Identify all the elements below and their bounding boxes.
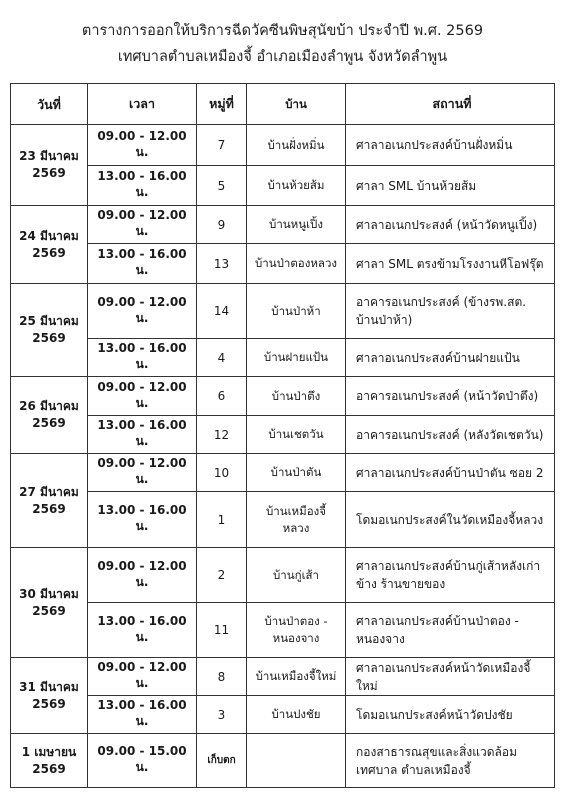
place-cell: ศาลาอเนกประสงค์บ้านฝายแป้น — [346, 339, 555, 377]
ban-cell: บ้านห้วยส้ม — [247, 166, 346, 206]
time-cell: 13.00 - 16.00 น. — [88, 603, 197, 658]
moo-cell: 10 — [197, 454, 247, 492]
time-cell: 09.00 - 12.00 น. — [88, 658, 197, 696]
ban-cell: บ้านเหมืองจี้ใหม่ — [247, 658, 346, 696]
header-moo: หมู่ที่ — [197, 84, 247, 125]
table-row — [11, 734, 555, 788]
table-row — [11, 284, 555, 339]
time-cell: 13.00 - 16.00 น. — [88, 244, 197, 284]
date-cell: 26 มีนาคม 2569 — [11, 377, 88, 454]
place-cell: โดมอเนกประสงค์ในวัดเหมืองจี้หลวง — [346, 492, 555, 548]
ban-cell: บ้านเชตวัน — [247, 416, 346, 454]
moo-cell: 12 — [197, 416, 247, 454]
moo-cell: 13 — [197, 244, 247, 284]
place-cell: ศาลาอเนกประสงค์บ้านกู่เส้าหลังเก่าข้าง ร้านขายของ — [346, 548, 555, 603]
header-ban: บ้าน — [247, 84, 346, 125]
moo-cell: 2 — [197, 548, 247, 603]
place-cell: ศาลา SML ตรงข้ามโรงงานหีโอฟรุ๊ต — [346, 244, 555, 284]
place-cell: ศาลา SML บ้านห้วยส้ม — [346, 166, 555, 206]
ban-cell: บ้านเหมืองจี้ หลวง — [247, 492, 346, 548]
moo-cell: 11 — [197, 603, 247, 658]
place-cell: กองสาธารณสุขและสิ่งแวดล้อม เทศบาล ตำบลเหมืองจี้ — [346, 734, 555, 788]
ban-cell: บ้านกู่เส้า — [247, 548, 346, 603]
time-cell: 09.00 - 12.00 น. — [88, 284, 197, 339]
moo-cell: 14 — [197, 284, 247, 339]
time-cell: 13.00 - 16.00 น. — [88, 492, 197, 548]
ban-cell: บ้านป่าตึง — [247, 377, 346, 416]
table-row — [11, 125, 555, 166]
moo-cell: 4 — [197, 339, 247, 377]
table-row — [11, 696, 555, 734]
table-row — [11, 244, 555, 284]
place-cell: อาคารอเนกประสงค์ (หลังวัดเชตวัน) — [346, 416, 555, 454]
date-cell: 24 มีนาคม 2569 — [11, 206, 88, 284]
ban-cell: บ้านป่าห้า — [247, 284, 346, 339]
header-time: เวลา — [88, 84, 197, 125]
moo-cell: 8 — [197, 658, 247, 696]
date-cell: 23 มีนาคม 2569 — [11, 125, 88, 206]
date-cell: 30 มีนาคม 2569 — [11, 548, 88, 658]
ban-cell: บ้านฝั่งหมิ่น — [247, 125, 346, 166]
table-header-row — [11, 84, 555, 125]
time-cell: 09.00 - 15.00 น. — [88, 734, 197, 788]
table-row — [11, 658, 555, 696]
time-cell: 09.00 - 12.00 น. — [88, 454, 197, 492]
header-date: วันที่ — [11, 84, 88, 125]
document-title — [0, 0, 565, 70]
title-line-2: เทศบาลตำบลเหมืองจี้ อำเภอเมืองลำพูน จังหวัดลำพูน — [117, 49, 448, 65]
time-cell: 09.00 - 12.00 น. — [88, 125, 197, 166]
table-row — [11, 206, 555, 244]
moo-cell: 9 — [197, 206, 247, 244]
time-cell: 09.00 - 12.00 น. — [88, 377, 197, 416]
ban-cell: บ้านปงชัย — [247, 696, 346, 734]
place-cell: ศาลาอเนกประสงค์ (หน้าวัดหนูเปิ้ง) — [346, 206, 555, 244]
time-cell: 13.00 - 16.00 น. — [88, 166, 197, 206]
date-cell: 31 มีนาคม 2569 — [11, 658, 88, 734]
table-row — [11, 377, 555, 416]
table-row — [11, 454, 555, 492]
time-cell: 13.00 - 16.00 น. — [88, 416, 197, 454]
place-cell: อาคารอเนกประสงค์ (ข้างรพ.สต. บ้านป่าห้า) — [346, 284, 555, 339]
time-cell: 13.00 - 16.00 น. — [88, 339, 197, 377]
place-cell: ศาลาอเนกประสงค์บ้านป่าตัน ซอย 2 — [346, 454, 555, 492]
time-cell: 09.00 - 12.00 น. — [88, 548, 197, 603]
ban-cell: บ้านป่าตัน — [247, 454, 346, 492]
moo-cell: เก็บตก — [197, 734, 247, 788]
table-row — [11, 492, 555, 548]
place-cell: ศาลาอเนกประสงค์หน้าวัดเหมืองจี้ใหม่ — [346, 658, 555, 696]
moo-cell: 5 — [197, 166, 247, 206]
place-cell: โดมอเนกประสงค์หน้าวัดปงชัย — [346, 696, 555, 734]
place-cell: อาคารอเนกประสงค์ (หน้าวัดป่าตึง) — [346, 377, 555, 416]
table-row — [11, 603, 555, 658]
place-cell: ศาลาอเนกประสงค์บ้านป่าตอง - หนองจาง — [346, 603, 555, 658]
place-cell: ศาลาอเนกประสงค์บ้านฝั่งหมิ่น — [346, 125, 555, 166]
time-cell: 13.00 - 16.00 น. — [88, 696, 197, 734]
time-cell: 09.00 - 12.00 น. — [88, 206, 197, 244]
title-line-1: ตารางการออกให้บริการฉีดวัคซีนพิษสุนัขบ้า ประจำปี พ.ศ. 2569 — [81, 23, 484, 39]
ban-cell: บ้านหนูเปิ้ง — [247, 206, 346, 244]
schedule-table — [10, 83, 555, 788]
table-row — [11, 339, 555, 377]
table-row — [11, 166, 555, 206]
ban-cell: บ้านป่าตองหลวง — [247, 244, 346, 284]
header-place: สถานที่ — [346, 84, 555, 125]
date-cell: 25 มีนาคม 2569 — [11, 284, 88, 377]
moo-cell: 3 — [197, 696, 247, 734]
date-cell: 1 เมษายน 2569 — [11, 734, 88, 788]
moo-cell: 6 — [197, 377, 247, 416]
table-row — [11, 416, 555, 454]
moo-cell: 1 — [197, 492, 247, 548]
ban-cell: บ้านป่าตอง - หนองจาง — [247, 603, 346, 658]
table-row — [11, 548, 555, 603]
ban-cell — [247, 734, 346, 788]
moo-cell: 7 — [197, 125, 247, 166]
date-cell: 27 มีนาคม 2569 — [11, 454, 88, 548]
ban-cell: บ้านฝายแป้น — [247, 339, 346, 377]
